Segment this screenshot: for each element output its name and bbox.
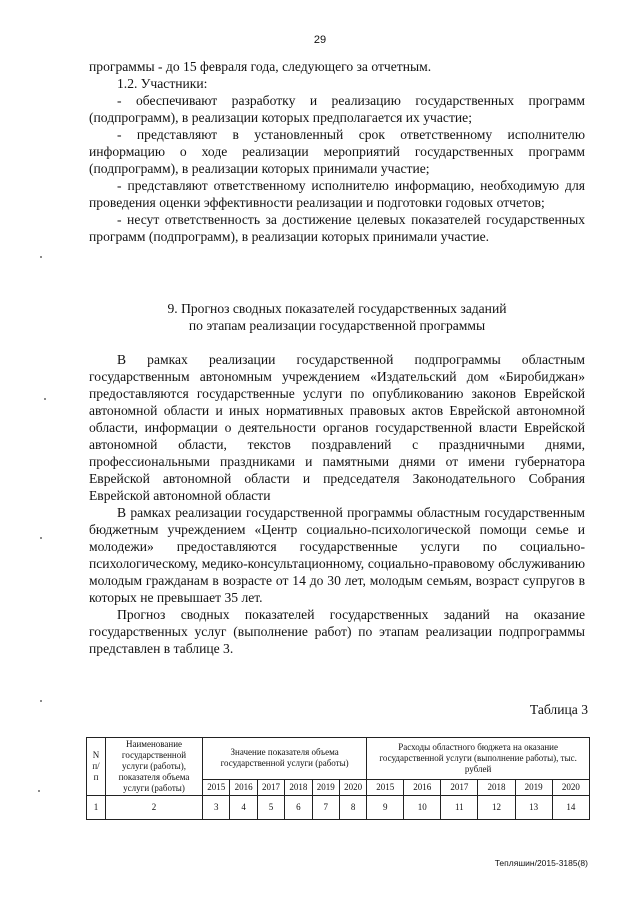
header-expense-group: Расходы областного бюджета на оказание государственной услуги (выполнение работы), тыс. рублей [367,738,590,780]
scan-speck [40,256,42,258]
section-9-body [89,351,585,657]
index-cell: 14 [552,796,589,820]
year-cell: 2018 [478,779,515,795]
section-9-heading-line-1: 9. Прогноз сводных показателей государственных заданий [167,301,507,316]
index-cell: 12 [478,796,515,820]
year-cell: 2019 [515,779,552,795]
participants-bullet-4: - несут ответственность за достижение целевых показателей государственных программ (подпрограмм), в реализации которых принимали участие. [89,212,585,244]
scan-speck [40,537,42,539]
section-9-paragraph-2: В рамках реализации государственной программы областным государственным бюджетным учреждением «Центр социально-психологической помощи семье и молодежи» предоставляются государственные услуги по социально-психологическому, медико-консультационному, социально-правовому обслуживанию молодым гражданам в возрасте от 14 до 30 лет, молодым семьям, возраст супругов в которых не превышает 35 лет. [89,505,585,605]
forecast-table [86,737,590,820]
scan-speck [40,700,42,702]
year-cell: 2016 [404,779,441,795]
section-9-heading [89,300,585,334]
year-cell: 2019 [312,779,339,795]
index-cell: 9 [367,796,404,820]
year-cell: 2020 [552,779,589,795]
table-header-row [87,738,590,780]
participants-bullet-1: - обеспечивают разработку и реализацию государственных программ (подпрограмм), в реализации которых предполагается их участие; [89,93,585,125]
scan-speck [44,398,46,400]
index-cell: 8 [339,796,366,820]
participants-bullet-2: - представляют в установленный срок ответственному исполнителю информацию о ходе реализации мероприятий государственных программ (подпрограмм), в реализации которых принимали участие; [89,127,585,176]
header-name-cell: Наименование государственной услуги (работы), показателя объема услуги (работы) [106,738,203,796]
year-cell: 2017 [257,779,284,795]
year-cell: 2015 [367,779,404,795]
index-cell: 4 [230,796,257,820]
year-cell: 2018 [285,779,312,795]
header-number-cell: N п/ п [87,738,106,796]
section-9-paragraph-3: Прогноз сводных показателей государственных заданий на оказание государственных услуг (выполнение работ) по этапам реализации подпрограммы представлен в таблице 3. [89,607,585,656]
year-cell: 2020 [339,779,366,795]
index-cell: 7 [312,796,339,820]
intro-block [89,58,585,245]
index-cell: 3 [203,796,230,820]
page-number: 29 [313,34,327,46]
section-9-heading-line-2: по этапам реализации государственной программы [188,318,486,333]
index-cell: 2 [106,796,203,820]
participants-heading: 1.2. Участники: [117,76,208,91]
intro-line: программы - до 15 февраля года, следующего за отчетным. [89,59,432,74]
index-cell: 10 [404,796,441,820]
table-index-row [87,796,590,820]
scan-speck [38,790,40,792]
index-cell: 11 [441,796,478,820]
section-9-paragraph-1: В рамках реализации государственной подпрограммы областным государственным автономным учреждением «Издательский дом «Биробиджан» предоставляются государственные услуги по опубликованию законов Еврейской автономной области и иных нормативных правовых актов Еврейской автономной области, информации о деятельности органов государственной власти Еврейской автономной области, текстов поздравлений с праздничными днями, профессиональными праздниками и памятными днями от имени губернатора Еврейской автономной области и председателя Законодательного Собрания Еврейской автономной области [89,352,585,503]
index-cell: 13 [515,796,552,820]
footer-stamp: Тепляшин/2015-3185(8) [494,858,588,868]
table-caption: Таблица 3 [529,702,588,717]
year-cell: 2015 [203,779,230,795]
header-value-group: Значение показателя объема государственной услуги (работы) [203,738,367,780]
year-cell: 2016 [230,779,257,795]
index-cell: 6 [285,796,312,820]
index-cell: 1 [87,796,106,820]
participants-bullet-3: - представляют ответственному исполнителю информацию, необходимую для проведения оценки эффективности реализации и подготовки годовых отчетов; [89,178,585,210]
index-cell: 5 [257,796,284,820]
year-cell: 2017 [441,779,478,795]
